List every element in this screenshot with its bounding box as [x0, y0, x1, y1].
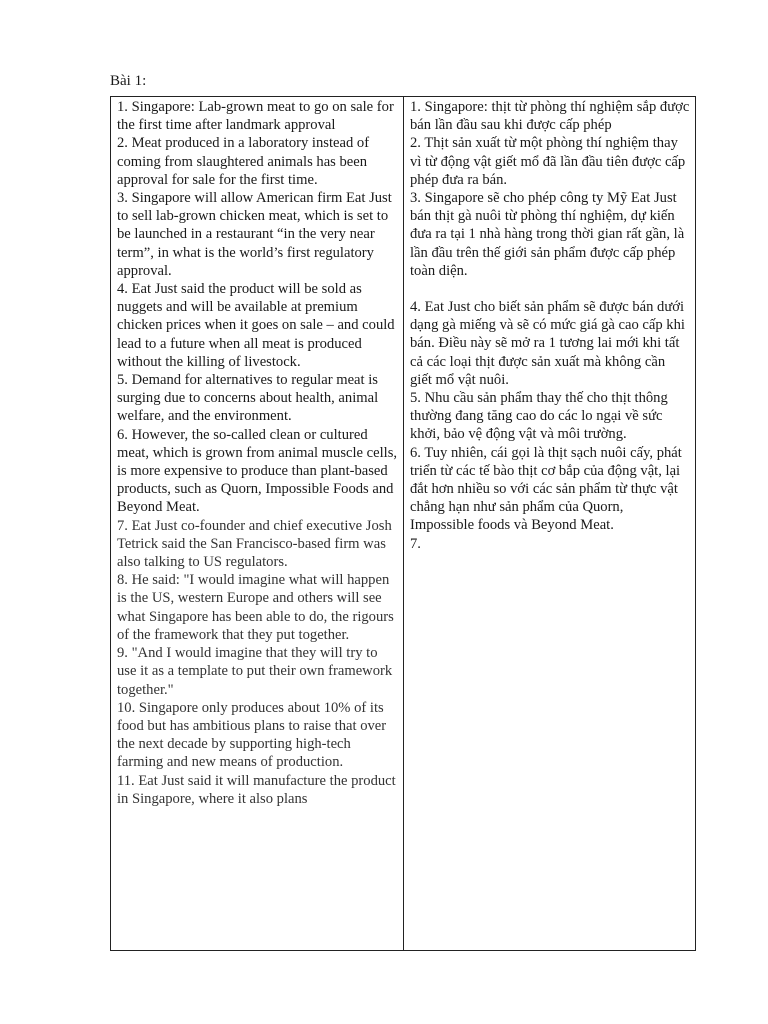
english-paragraph-2: 2. Meat produced in a laboratory instead of coming from slaughtered animals has been approval for sale for the first time. [117, 135, 370, 188]
document-heading: Bài 1: [110, 73, 147, 89]
english-paragraph-8: 8. He said: "I would imagine what will happen is the US, western Europe and others will see what Singapore has been able to do, the rigours of the framework that they put together. [117, 572, 394, 643]
bilingual-table [110, 96, 696, 951]
vietnamese-column [404, 97, 695, 950]
english-paragraph-6: 6. However, the so-called clean or cultured meat, which is grown from animal muscle cells, is more expensive to produce than plant-based products, such as Quorn, Impossible Foods and Beyond Meat. [117, 426, 398, 516]
english-paragraph-7: 7. Eat Just co-founder and chief executive Josh Tetrick said the San Francisco-based firm was also talking to US regulators. [117, 517, 392, 571]
english-paragraph-10: 10. Singapore only produces about 10% of its food but has ambitious plans to raise that over the next decade by supporting high-tech farming and new means of production. [117, 699, 387, 771]
vietnamese-paragraph-5: 5. Nhu cầu sản phẩm thay thế cho thịt thông thường đang tăng cao do các lo ngại về sức khởi, bảo vệ động vật và môi trường. [410, 390, 668, 443]
english-paragraph-11: 11. Eat Just said it will manufacture the product in Singapore, where it also plans [117, 772, 396, 807]
english-paragraph-3: 3. Singapore will allow American firm Eat Just to sell lab-grown chicken meat, which is set to be launched in a restaurant “in the very near term”, in what is the world’s first regulatory approval. [117, 190, 392, 279]
vietnamese-paragraph-3: 3. Singapore sẽ cho phép công ty Mỹ Eat Just bán thịt gà nuôi từ phòng thí nghiệm, dự kiến đưa ra tại 1 nhà hàng trong thời gian rất gần, là lần đầu trên thế giới sản phẩm được cấp phép toàn diện. [410, 190, 685, 279]
english-paragraph-1: 1. Singapore: Lab-grown meat to go on sale for the first time after landmark approval [117, 99, 394, 134]
english-paragraph-9: 9. "And I would imagine that they will try to use it as a template to put their own framework together." [117, 645, 393, 698]
vietnamese-paragraph-6: 6. Tuy nhiên, cái gọi là thịt sạch nuôi cấy, phát triển từ các tế bào thịt cơ bắp của động vật, lại đắt hơn nhiều so với các sản phẩm từ thực vật chẳng hạn như sản phẩm của Quorn, Impossible foods và Beyond Meat. [410, 444, 682, 534]
vietnamese-paragraph-1: 1. Singapore: thịt từ phòng thí nghiệm sắp được bán lần đầu sau khi được cấp phép [410, 99, 690, 134]
english-paragraph-4: 4. Eat Just said the product will be sold as nuggets and will be available at premium chicken prices when it goes on sale – and could lead to a future when all meat is produced without the killing of livestock. [117, 281, 395, 370]
vietnamese-paragraph-4: 4. Eat Just cho biết sản phẩm sẽ được bán dưới dạng gà miếng và sẽ có mức giá gà cao cấp khi bán. Điều này sẽ mở ra 1 tương lai mới khi tất cả các loại thịt được sản xuất mà không cần giết mổ vật nuôi. [410, 299, 685, 388]
english-paragraph-5: 5. Demand for alternatives to regular meat is surging due to concerns about health, animal welfare, and the environment. [117, 372, 379, 425]
vietnamese-paragraph-2: 2. Thịt sản xuất từ một phòng thí nghiệm thay vì từ động vật giết mổ đã lần đầu tiên được cấp phép đưa ra bán. [410, 135, 686, 188]
english-column [111, 97, 404, 950]
vietnamese-paragraph-7: 7. [410, 535, 421, 552]
